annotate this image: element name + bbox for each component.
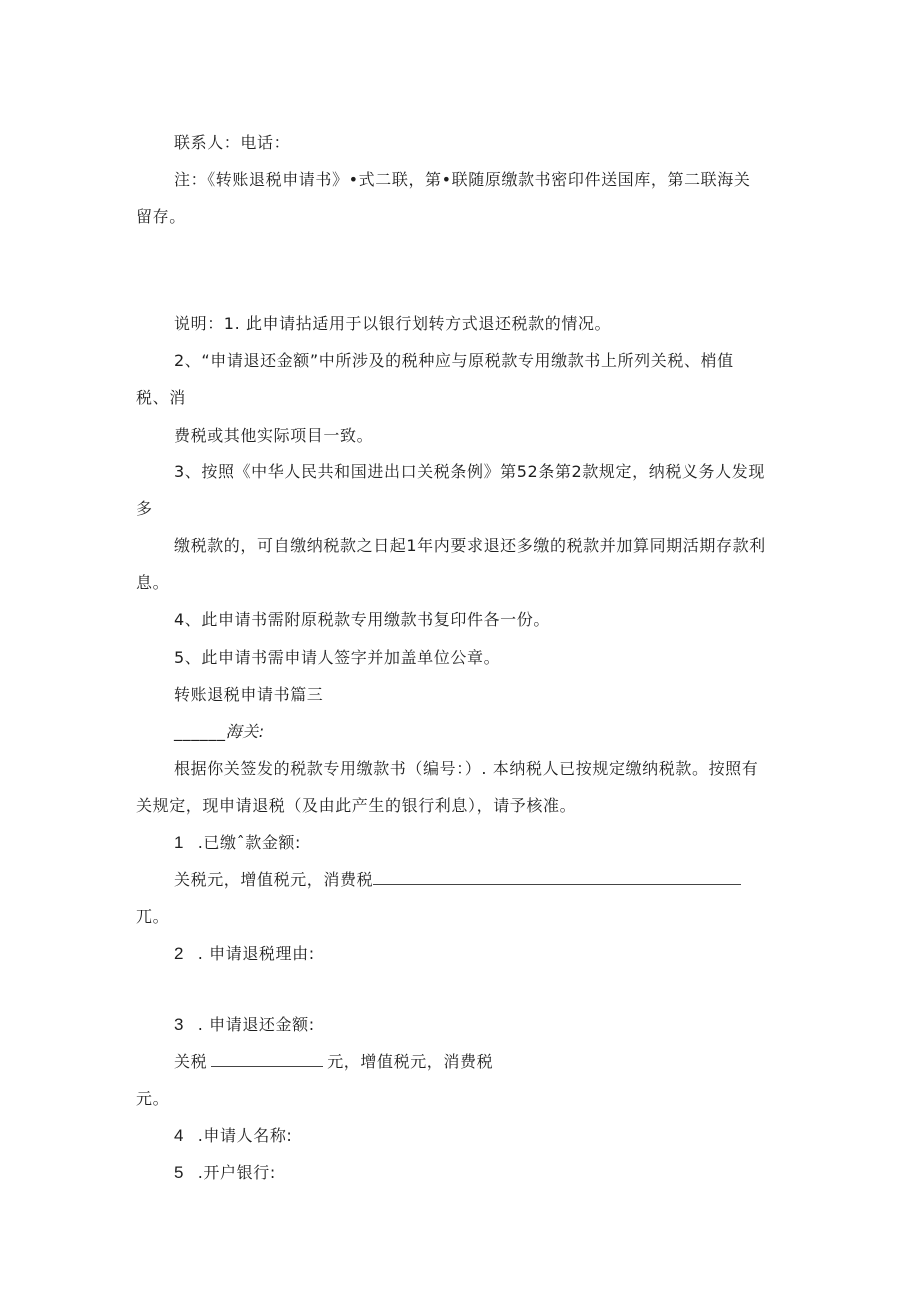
form-item-2-number: 2 <box>174 944 185 963</box>
form-item-1-label: .已缴ˆ款金额: <box>197 833 302 852</box>
form-item-1 <box>174 833 301 853</box>
form-item-3-end: 元。 <box>136 1089 170 1108</box>
body-line-1: 根据你关签发的税款专用缴款书（编号：）. 本纳税人已按规定缴纳税款。按照有 <box>174 759 759 778</box>
form-item-4-number: 4 <box>174 1126 185 1145</box>
instruction-item-3b: 多 <box>136 499 153 518</box>
customs-blank: ______ <box>174 722 226 741</box>
form-item-1-detail <box>174 870 741 890</box>
form-item-4-label: .申请人名称: <box>197 1126 293 1145</box>
form-item-5-number: 5 <box>174 1163 185 1182</box>
body-line-2: 关规定，现申请退税（及由此产生的银行利息），请予核准。 <box>136 796 577 815</box>
section-title: 转账退税申请书篇三 <box>174 685 324 704</box>
form-item-2-label: . 申请退税理由: <box>197 944 315 963</box>
instruction-item-3d: 息。 <box>136 573 170 592</box>
instruction-item-3a: 3、按照《中华人民共和国进出口关税条例》第52条第2款规定，纳税义务人发现 <box>174 462 765 481</box>
customs-addressee <box>174 722 265 742</box>
customs-label: 海关: <box>225 722 265 741</box>
form-item-3 <box>174 1015 315 1035</box>
instruction-item-2b: 税、消 <box>136 388 186 407</box>
form-item-5 <box>174 1163 276 1183</box>
instruction-item-2c: 费税或其他实际项目一致。 <box>174 426 374 445</box>
form-item-3-detail-a: 关税 <box>174 1052 208 1071</box>
instruction-item-4: 4、此申请书需附原税款专用缴款书复印件各一份。 <box>174 610 550 629</box>
customs-duty-blank[interactable] <box>211 1052 323 1067</box>
instruction-item-3c: 缴税款的，可自缴纳税款之日起1年内要求退还多缴的税款并加算同期活期存款利 <box>174 536 766 555</box>
form-item-3-label: . 申请退还金额: <box>197 1015 315 1034</box>
form-item-3-detail-b: 元，增值税元，消费税 <box>327 1052 494 1071</box>
form-item-2 <box>174 944 315 964</box>
form-item-5-label: .开户银行: <box>197 1163 276 1182</box>
tax-amount-blank[interactable] <box>373 870 741 885</box>
instruction-item-1: 说明：1. 此申请拈适用于以银行划转方式退还税款的情况。 <box>174 314 612 333</box>
contact-line: 联系人：电话： <box>174 133 291 152</box>
form-item-4 <box>174 1126 292 1146</box>
note-line-1: 注：《转账退税申请书》•式二联，第•联随原缴款书密印件送国库，第二联海关 <box>174 170 751 189</box>
form-item-3-detail <box>174 1052 493 1072</box>
note-line-2: 留存。 <box>136 207 186 226</box>
form-item-1-detail-text: 关税元，增值税元，消费税 <box>174 870 374 889</box>
form-item-3-number: 3 <box>174 1015 185 1034</box>
instruction-item-2a: 2、“申请退还金额”中所涉及的税种应与原税款专用缴款书上所列关税、梢值 <box>174 351 734 370</box>
form-item-1-end: 兀。 <box>136 907 170 926</box>
instruction-item-5: 5、此申请书需申请人签字并加盖单位公章。 <box>174 648 501 667</box>
form-item-1-number: 1 <box>174 833 185 852</box>
